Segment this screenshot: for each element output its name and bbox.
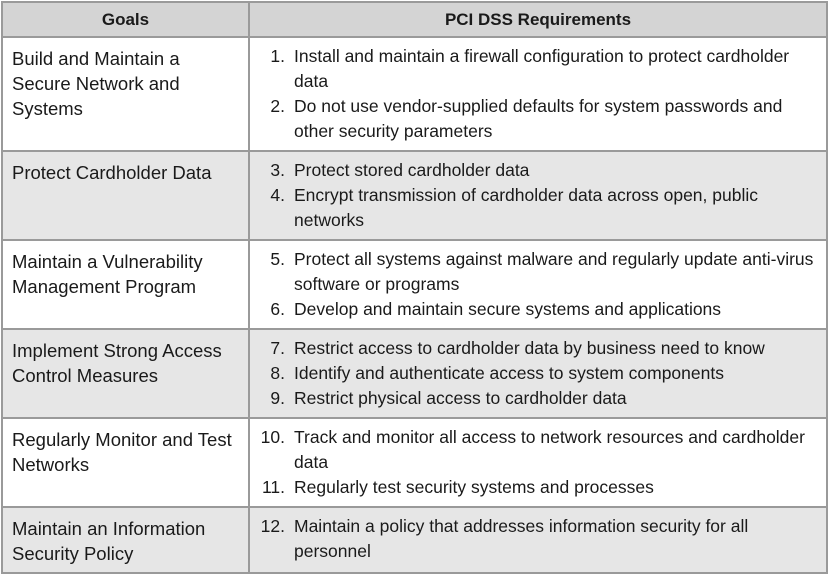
requirement-number: 4. (270, 185, 285, 205)
goal-cell: Regularly Monitor and Test Networks (2, 418, 249, 507)
goal-cell: Protect Cardholder Data (2, 151, 249, 240)
requirement-number: 8. (270, 363, 285, 383)
table-row (2, 418, 827, 507)
goal-cell: Maintain an Information Security Policy (2, 507, 249, 573)
requirement-item (260, 158, 820, 183)
requirements-cell (249, 240, 827, 329)
requirement-number: 6. (270, 299, 285, 319)
requirement-item (260, 475, 820, 500)
requirements-cell (249, 37, 827, 151)
requirement-number: 3. (270, 160, 285, 180)
requirement-number: 11. (261, 477, 285, 497)
requirement-item (260, 297, 820, 322)
requirement-text: Maintain a policy that addresses information security for all personnel (294, 516, 749, 561)
header-goals: Goals (2, 2, 249, 37)
requirement-item (260, 44, 820, 94)
requirement-number: 10. (260, 427, 285, 447)
table-row (2, 151, 827, 240)
requirement-number: 2. (270, 96, 285, 116)
requirement-text: Identify and authenticate access to system components (294, 363, 724, 383)
requirement-text: Track and monitor all access to network resources and cardholder data (294, 427, 805, 472)
requirements-cell (249, 507, 827, 573)
requirement-item (260, 425, 820, 475)
requirement-number: 7. (270, 338, 285, 358)
requirement-text: Protect all systems against malware and regularly update anti-virus software or programs (294, 249, 814, 294)
requirement-text: Restrict physical access to cardholder data (294, 388, 627, 408)
requirement-number: 1. (270, 46, 285, 66)
requirement-item (260, 336, 820, 361)
table-row (2, 37, 827, 151)
table-header-row (2, 2, 827, 37)
requirement-item (260, 183, 820, 233)
goal-cell: Implement Strong Access Control Measures (2, 329, 249, 418)
requirements-cell (249, 418, 827, 507)
requirement-number: 12. (260, 516, 285, 536)
requirement-text: Do not use vendor-supplied defaults for system passwords and other security parameters (294, 96, 783, 141)
pci-dss-table (1, 1, 828, 574)
requirements-cell (249, 329, 827, 418)
requirement-text: Protect stored cardholder data (294, 160, 530, 180)
goal-cell: Build and Maintain a Secure Network and Systems (2, 37, 249, 151)
requirement-text: Install and maintain a firewall configuration to protect cardholder data (294, 46, 790, 91)
requirement-text: Regularly test security systems and processes (294, 477, 654, 497)
table-row (2, 240, 827, 329)
requirement-text: Restrict access to cardholder data by business need to know (294, 338, 765, 358)
requirement-item (260, 386, 820, 411)
requirement-item (260, 514, 820, 564)
requirement-number: 9. (270, 388, 285, 408)
table-row (2, 507, 827, 573)
requirement-item (260, 361, 820, 386)
table-row (2, 329, 827, 418)
requirement-text: Develop and maintain secure systems and applications (294, 299, 722, 319)
requirement-number: 5. (270, 249, 285, 269)
requirement-item (260, 94, 820, 144)
goal-cell: Maintain a Vulnerability Management Program (2, 240, 249, 329)
requirement-text: Encrypt transmission of cardholder data across open, public networks (294, 185, 758, 230)
requirement-item (260, 247, 820, 297)
requirements-cell (249, 151, 827, 240)
header-requirements: PCI DSS Requirements (249, 2, 827, 37)
